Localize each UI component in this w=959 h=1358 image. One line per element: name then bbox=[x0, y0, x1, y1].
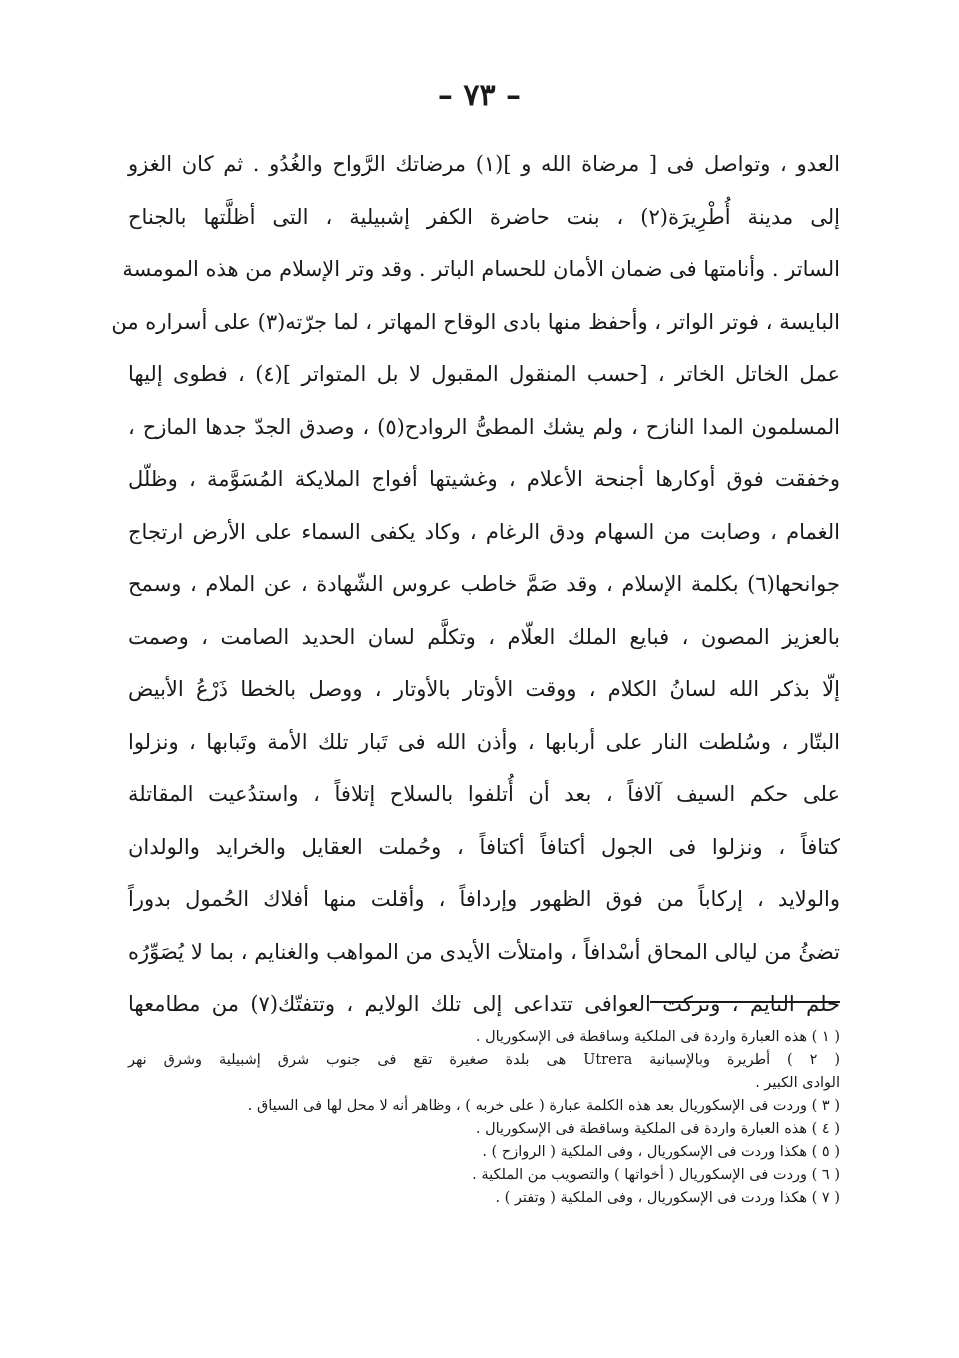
body-line: حلم النايم ، وتركت العوافى تتداعى إلى تلك الولايم ، وتتفتّك(٧) من مطامعها bbox=[128, 992, 841, 1016]
body-line: بالعزيز المصون ، فبايع الملك العلّام ، وتكلَّم لسان الحديد الصامت ، وصمت bbox=[128, 624, 840, 649]
body-line: وخفقت فوق أوكارها أجنحة الأعلام ، وغشيتها أفواج الملايكة المُسَوَّمة ، وظلّل bbox=[128, 467, 840, 491]
body-line: إلّا بذكر الله لسانُ الكلام ، ووقت الأوتار بالأوتار ، ووصل بالخطا ذَرْعُ الأبيض bbox=[128, 677, 840, 701]
footnote-4: ( ٤ ) هذه العبارة واردة فى الملكية وساقطة فى الإسكوريال . bbox=[475, 1121, 840, 1137]
body-line: والولايد ، إركاباً من فوق الظهور وإردافاً ، وأقلت منها أفلاك الحُمول بدوراً bbox=[128, 887, 840, 911]
body-line: الغمام ، وصابت من السهام ودق الرغام ، وكاد يكفى السماء على الأرض ارتجاج bbox=[128, 519, 840, 544]
body-line: العدو ، وتواصل فى [ مرضاة الله و ](١) مرضاتك الرَّواح والغُدُو . ثم كان الغزو bbox=[128, 152, 840, 176]
body-line: الساتر . وأنامتها فى ضمان الأمان للحسام الباتر . وقد وتر الإسلام من هذه المومسة bbox=[122, 257, 840, 281]
body-line: تضئُ من ليالى المحاق أسْدافاً ، وامتلأت الأيدى من المواهب والغنايم ، بما لا يُصَوِّرُه bbox=[128, 939, 840, 964]
body-line: عمل الخاتل الخاتر ، [حسب المنقول المقبول لا بل المتواتر ](٤) ، فطوى إليها bbox=[128, 362, 840, 386]
footnote-6: ( ٦ ) وردت فى الإسكوريال ( أخواتها ) والتصويب من الملكية . bbox=[472, 1167, 840, 1183]
body-line: البايسة ، فوتر الواتر ، وأحفظ منها بادى الوقاح المهاتر ، لما جرّته(٣) على أسراره من bbox=[111, 309, 840, 334]
footnote-5: ( ٥ ) هكذا وردت فى الإسكوريال ، وفى الملكية ( الروازح ) . bbox=[482, 1144, 840, 1160]
body-line: البتّار ، وسُلطت النار على أربابها ، وأذن الله فى تَبار تلك الأمة وتَبابها ، ونزلوا bbox=[128, 729, 841, 754]
body-line: جوانحها(٦) بكلمة الإسلام ، وقد صَمَّ خاطب عروس الشّهادة ، عن الملام ، وسمح bbox=[128, 572, 840, 596]
body-line: المسلمون المدا النازح ، ولم يشك المطىُّ الروادح(٥) ، وصدق الجدّ جدها المازح ، bbox=[128, 414, 840, 439]
footnote-7: ( ٧ ) هكذا وردت فى الإسكوريال ، وفى الملكية ( وتفتر ) . bbox=[495, 1190, 840, 1206]
footnote-1: ( ١ ) هذه العبارة واردة فى الملكية وساقطة فى الإسكوريال . bbox=[475, 1029, 840, 1045]
body-line: كتافاً ، ونزلوا فى الجول أكتافاً أكتافاً ، وحُملت العقايل والخرايد والولدان bbox=[128, 834, 840, 859]
page-number: – ٧٣ – bbox=[437, 78, 522, 113]
footnotes bbox=[128, 1026, 840, 1210]
body-line: على حكم السيف آلافاً ، بعد أن أُتلفوا بالسلاح إتلافاً ، واستدُعيت المقاتلة bbox=[128, 782, 840, 806]
body-text bbox=[111, 138, 841, 1031]
footnote-2-continuation: الوادى الكبير . bbox=[755, 1075, 840, 1091]
footnote-divider bbox=[650, 1001, 840, 1003]
footnote-2: ( ٢ ) أطريرة وبالإسبانية Utrera هى بلدة صغيرة تقع فى جنوب شرق إشبيلية وشرق نهر bbox=[128, 1052, 840, 1068]
footnote-3: ( ٣ ) وردت فى الإسكوريال بعد هذه الكلمة عبارة ( على خربه ) ، وظاهر أنه لا محل لها فى السياق . bbox=[247, 1098, 840, 1114]
body-line: إلى مدينة أُطْرِيرَة(٢) ، بنت حاضرة الكفر إشبيلية ، التى أظلَّتها بالجناح bbox=[128, 204, 841, 229]
